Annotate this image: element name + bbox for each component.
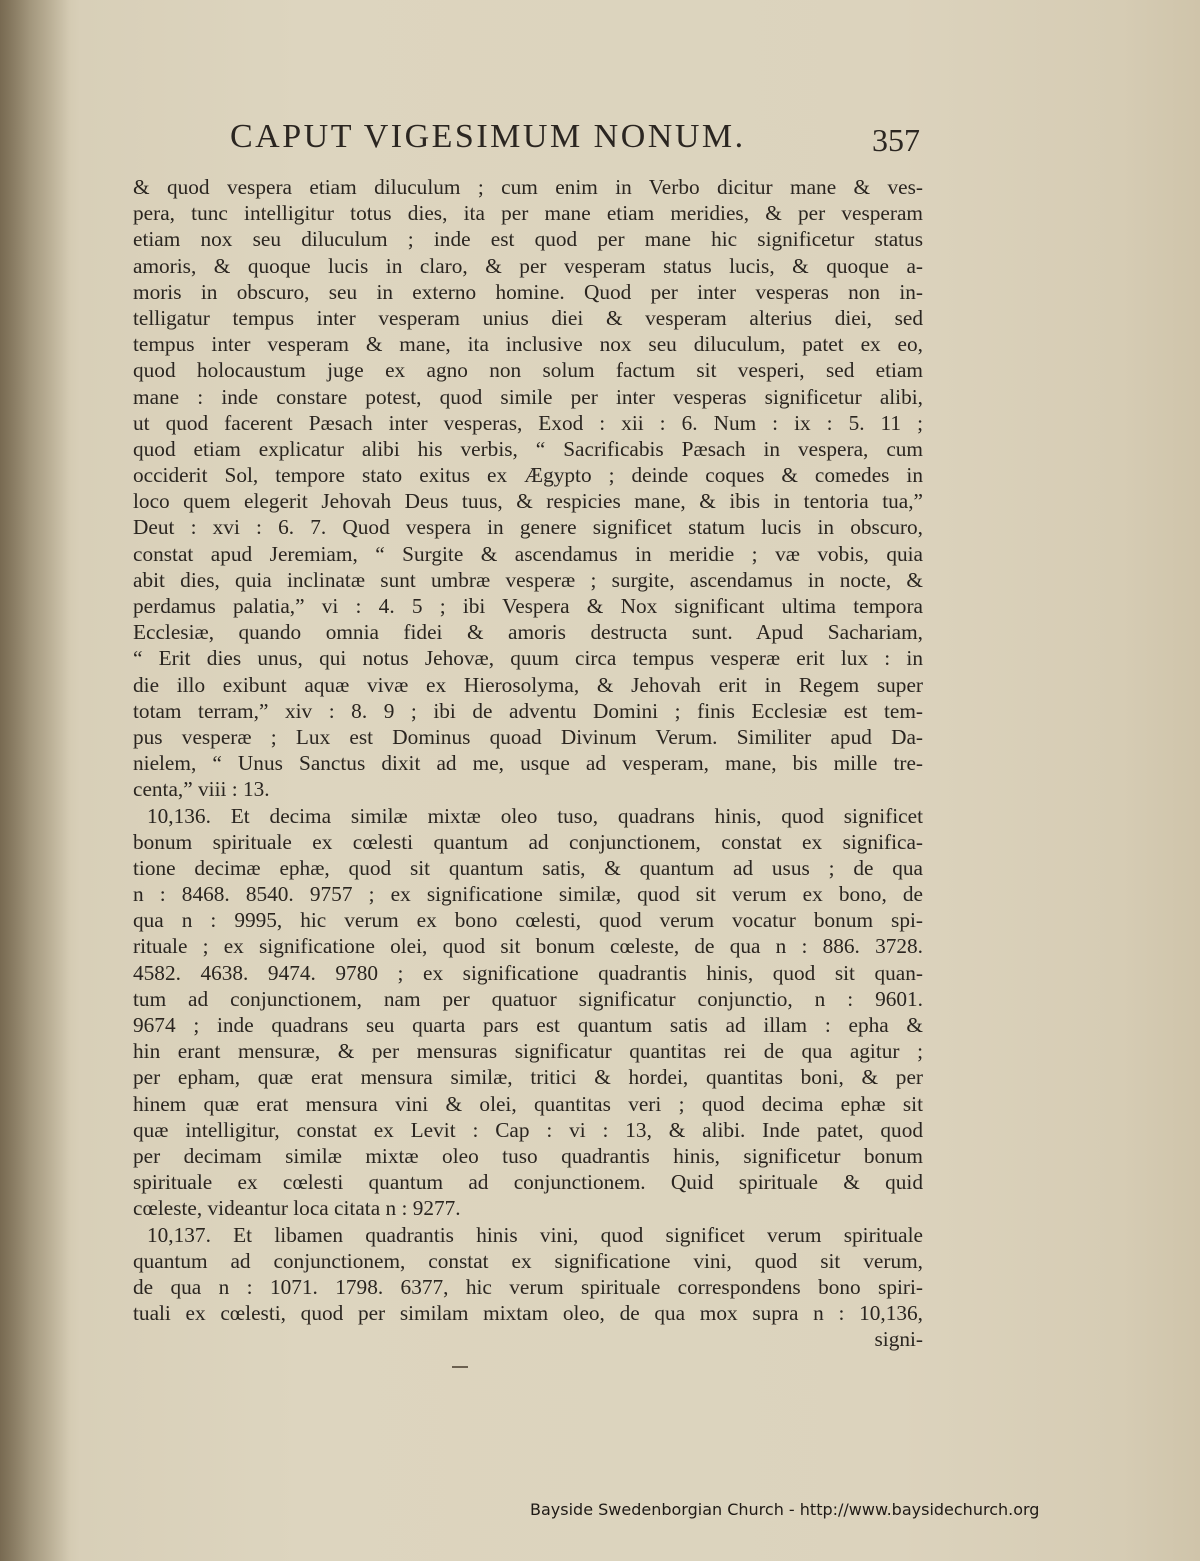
paragraph-start-10136: 10,136. Et decima similæ mixtæ oleo tuso, quadrans hinis, quod significet	[147, 803, 923, 828]
text-line: telligatur tempus inter vesperam unius diei & vesperam alterius diei, sed	[133, 305, 923, 330]
text-line: perdamus palatia,” vi : 4. 5 ; ibi Vespera & Nox significant ultima tempora	[133, 594, 923, 618]
text-line: rituale ; ex significatione olei, quod sit bonum cœleste, de qua n : 886. 3728.	[133, 934, 923, 959]
text-line: n : 8468. 8540. 9757 ; ex significatione similæ, quod sit verum ex bono, de	[133, 882, 923, 907]
text-line: pus vesperæ ; Lux est Dominus quoad Divinum Verum. Similiter apud Da-	[133, 724, 923, 749]
text-line: quod etiam explicatur alibi his verbis, “ Sacrificabis Pæsach in vespera, cum	[133, 436, 923, 461]
text-line: tempus inter vesperam & mane, ita inclusive nox seu diluculum, patet ex eo,	[133, 332, 923, 357]
text-line: “ Erit dies unus, qui notus Jehovæ, quum circa tempus vesperæ erit lux : in	[133, 646, 923, 671]
text-line: hinem quæ erat mensura vini & olei, quantitas veri ; quod decima ephæ sit	[133, 1091, 923, 1116]
text-line: bonum spirituale ex cœlesti quantum ad conjunctionem, constat ex significa-	[133, 829, 923, 854]
text-line: Deut : xvi : 6. 7. Quod vespera in genere significet statum lucis in obscuro,	[133, 515, 923, 540]
text-line: nielem, “ Unus Sanctus dixit ad me, usque ad vesperam, mane, bis mille tre-	[133, 751, 923, 776]
page-number: 357	[872, 122, 920, 158]
text-line: spirituale ex cœlesti quantum ad conjunctionem. Quid spirituale & quid	[133, 1170, 923, 1195]
text-line: 4582. 4638. 9474. 9780 ; ex significatione quadrantis hinis, quod sit quan-	[133, 960, 923, 985]
text-line: quæ intelligitur, constat ex Levit : Cap : vi : 13, & alibi. Inde patet, quod	[133, 1117, 923, 1142]
text-line: mane : inde constare potest, quod simile per inter vesperas significetur alibi,	[133, 384, 923, 409]
text-line: quod holocaustum juge ex agno non solum factum sit vesperi, sed etiam	[133, 358, 923, 383]
text-line: occiderit Sol, tempore stato exitus ex Ægypto ; deinde coques & comedes in	[133, 463, 923, 488]
text-line: etiam nox seu diluculum ; inde est quod per mane hic significetur status	[133, 227, 923, 252]
text-line: tione decimæ ephæ, quod sit quantum satis, & quantum ad usus ; de qua	[133, 855, 923, 880]
text-line: Ecclesiæ, quando omnia fidei & amoris destructa sunt. Apud Sachariam,	[133, 620, 923, 645]
binding-gutter-shadow	[0, 0, 70, 1561]
text-line: cœleste, videantur loca citata n : 9277.	[133, 1196, 461, 1221]
text-line: de qua n : 1071. 1798. 6377, hic verum spirituale correspondens bono spiri-	[133, 1274, 923, 1299]
text-line: moris in obscuro, seu in externo homine. Quod per inter vesperas non in-	[133, 279, 923, 304]
footer-credit: Bayside Swedenborgian Church - http://www.baysidechurch.org	[530, 1500, 1040, 1519]
text-line: quantum ad conjunctionem, constat ex significatione vini, quod sit verum,	[133, 1248, 923, 1273]
text-line: loco quem elegerit Jehovah Deus tuus, & respicies mane, & ibis in tentoria tua,”	[133, 489, 923, 514]
text-line: 9674 ; inde quadrans seu quarta pars est quantum satis ad illam : epha &	[133, 1013, 923, 1037]
text-line: ut quod facerent Pæsach inter vesperas, Exod : xii : 6. Num : ix : 5. 11 ;	[133, 410, 923, 435]
catchword: signi-	[874, 1327, 923, 1352]
text-line: hin erant mensuræ, & per mensuras significatur quantitas rei de qua agitur ;	[133, 1039, 923, 1064]
running-header	[230, 118, 920, 168]
text-line: tum ad conjunctionem, nam per quatuor significatur conjunctio, n : 9601.	[133, 986, 923, 1011]
text-line: amoris, & quoque lucis in claro, & per vesperam status lucis, & quoque a-	[133, 253, 923, 278]
text-line: abit dies, quia inclinatæ sunt umbræ vesperæ ; surgite, ascendamus in nocte, &	[133, 567, 923, 592]
body-text	[133, 174, 923, 1352]
text-line: tuali ex cœlesti, quod per similam mixtam oleo, de qua mox supra n : 10,136,	[133, 1301, 923, 1326]
text-line: totam terram,” xiv : 8. 9 ; ibi de adventu Domini ; finis Ecclesiæ est tem-	[133, 698, 923, 723]
text-line: & quod vespera etiam diluculum ; cum enim in Verbo dicitur mane & ves-	[133, 175, 923, 199]
text-line: die illo exibunt aquæ vivæ ex Hierosolyma, & Jehovah erit in Regem super	[133, 672, 923, 697]
paragraph-start-10137: 10,137. Et libamen quadrantis hinis vini, quod significet verum spirituale	[147, 1222, 923, 1247]
signature-mark	[452, 1366, 468, 1368]
text-line: per decimam similæ mixtæ oleo tuso quadrantis hinis, significetur bonum	[133, 1143, 923, 1168]
text-line: per epham, quæ erat mensura similæ, tritici & hordei, quantitas boni, & per	[133, 1065, 923, 1090]
text-line: constat apud Jeremiam, “ Surgite & ascendamus in meridie ; væ vobis, quia	[133, 541, 923, 566]
chapter-title: CAPUT VIGESIMUM NONUM.	[230, 118, 746, 155]
text-line: centa,” viii : 13.	[133, 777, 270, 802]
text-line: qua n : 9995, hic verum ex bono cœlesti, quod verum vocatur bonum spi-	[133, 908, 923, 933]
text-line: pera, tunc intelligitur totus dies, ita per mane etiam meridies, & per vesperam	[133, 201, 923, 226]
